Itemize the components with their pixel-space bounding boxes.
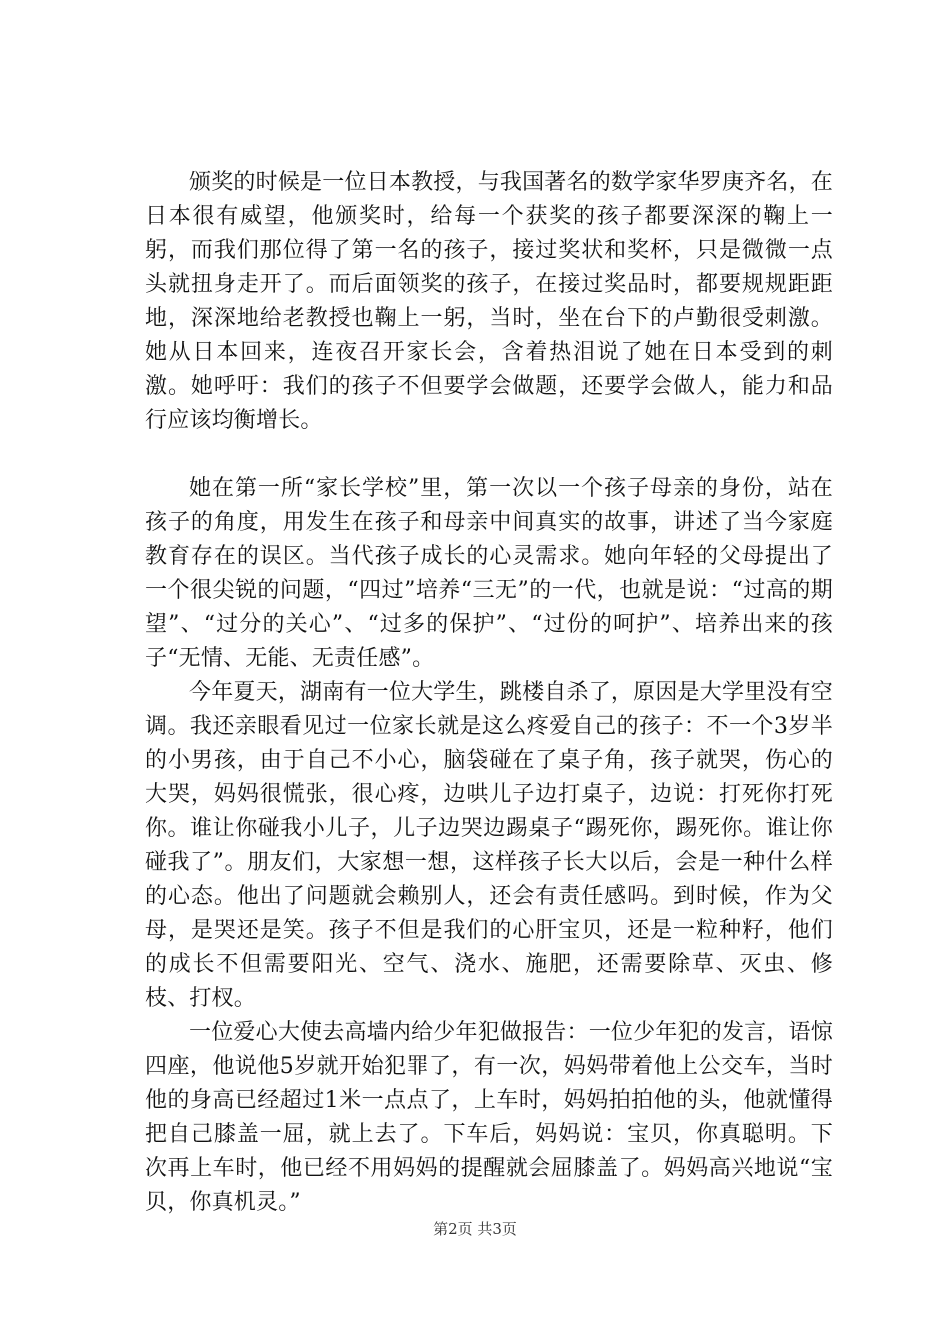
- page-footer: 第2页 共3页: [433, 1220, 517, 1238]
- paragraph: 一位爱心大使去高墙内给少年犯做报告：一位少年犯的发言，语惊四座，他说他5岁就开始犯罪了，有一次，妈妈带着他上公交车，当时他的身高已经超过1米一点点了，上车时，妈妈拍拍他的头，他就懂得把自己膝盖一屈，就上去了。下车后，妈妈说：宝贝，你真聪明。下次再上车时，他已经不用妈妈的提醒就会屈膝盖了。妈妈高兴地说“宝贝，你真机灵。”: [145, 1020, 833, 1215]
- paragraph: 她在第一所“家长学校”里，第一次以一个孩子母亲的身份，站在孩子的角度，用发生在孩子和母亲中间真实的故事，讲述了当今家庭教育存在的误区。当代孩子成长的心灵需求。她向年轻的父母提出了一个很尖锐的问题，“四过”培养“三无”的一代，也就是说：“过高的期望”、“过分的关心”、“过多的保护”、“过份的呵护”、培养出来的孩子“无情、无能、无责任感”。: [145, 476, 833, 671]
- paragraph: 今年夏天，湖南有一位大学生，跳楼自杀了，原因是大学里没有空调。我还亲眼看见过一位家长就是这么疼爱自己的孩子：不一个3岁半的小男孩，由于自己不小心，脑袋碰在了桌子角，孩子就哭，伤心的大哭，妈妈很慌张，很心疼，边哄儿子边打桌子，边说：打死你打死你。谁让你碰我小儿子，儿子边哭边踢桌子“踢死你，踢死你。谁让你碰我了”。朋友们，大家想一想，这样孩子长大以后，会是一种什么样的心态。他出了问题就会赖别人，还会有责任感吗。到时候，作为父母，是哭还是笑。孩子不但是我们的心肝宝贝，还是一粒种籽，他们的成长不但需要阳光、空气、浇水、施肥，还需要除草、灭虫、修枝、打杈。: [145, 680, 833, 1011]
- paragraph: 颁奖的时候是一位日本教授，与我国著名的数学家华罗庚齐名，在日本很有威望，他颁奖时，给每一个获奖的孩子都要深深的鞠上一躬，而我们那位得了第一名的孩子，接过奖状和奖杯，只是微微一点头就扭身走开了。而后面领奖的孩子，在接过奖品时，都要规规距距地，深深地给老教授也鞠上一躬，当时，坐在台下的卢勤很受刺激。她从日本回来，连夜召开家长会，含着热泪说了她在日本受到的刺激。她呼吁：我们的孩子不但要学会做题，还要学会做人，能力和品行应该均衡增长。: [145, 170, 833, 433]
- paragraph-spacer: [145, 438, 833, 472]
- document-body: [145, 166, 833, 1220]
